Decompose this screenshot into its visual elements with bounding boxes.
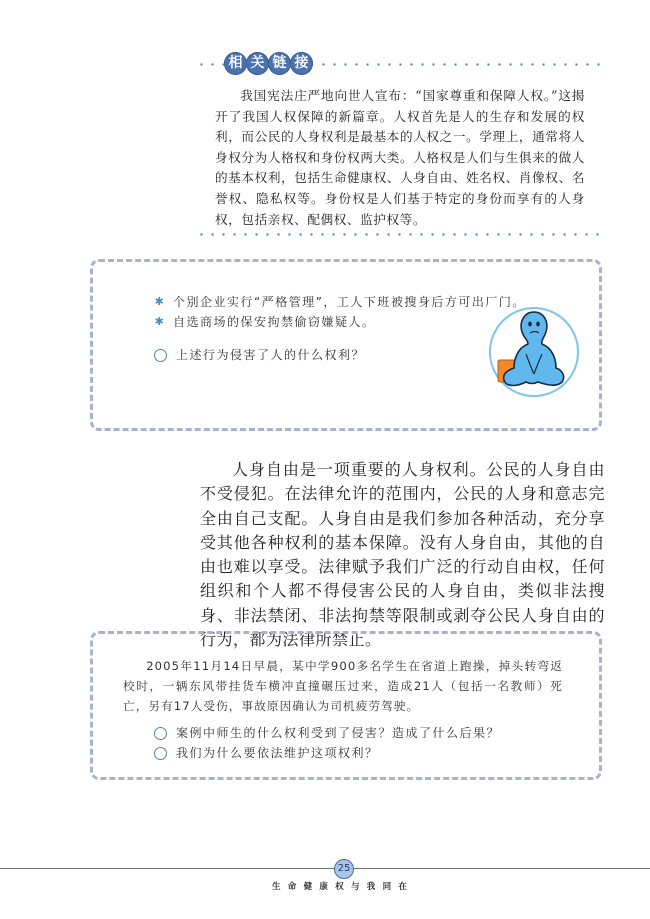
- main-paragraph: 人身自由是一项重要的人身权利。公民的人身自由不受侵犯。在法律允许的范围内，公民的人身和意志完全由自己支配。人身自由是我们参加各种活动，充分享受其他各种权利的基本保障。没有人身自由，其他的自由也难以享受。法律赋予我们广泛的行动自由权，任何组织和个人都不得侵害公民的人身自由，类似非法搜身、非法禁闭、非法拘禁等限制或剥夺公民人身自由的行为，都为法律所禁止。: [200, 460, 605, 650]
- dotted-divider: [196, 233, 606, 236]
- related-links-title: [224, 52, 312, 75]
- dotted-divider: [196, 63, 224, 66]
- title-badge: 相: [224, 52, 247, 75]
- page-number: 25: [334, 859, 354, 879]
- case-questions: [153, 723, 500, 763]
- question-item: [153, 723, 500, 743]
- bullet-item: [153, 312, 526, 332]
- bullet-item: [153, 292, 526, 312]
- title-badge: 链: [268, 52, 291, 75]
- activity-box: [90, 259, 602, 431]
- circle-icon: [154, 349, 167, 362]
- related-links-paragraph: 我国宪法庄严地向世人宣布：“国家尊重和保障人权。”这揭开了我国人权保障的新篇章。人权首先是人的生存和发展的权利，而公民的人身权利是最基本的人权之一。学理上，通常将人身权分为人格权和身份权两大类。人格权是人们与生俱来的做人的基本权利，包括生命健康权、人身自由、姓名权、肖像权、名誉权、隐私权等。身份权是人们基于特定的身份而享有的人身权，包括亲权、配偶权、监护权等。: [215, 88, 585, 227]
- question-item: [153, 743, 500, 763]
- main-text: [200, 458, 605, 652]
- question-text: 上述行为侵害了人的什么权利？: [176, 348, 366, 362]
- activity-bullets: [153, 292, 526, 365]
- title-badge: 关: [246, 52, 269, 75]
- bullet-text: 个别企业实行“严格管理”，工人下班被搜身后方可出厂门。: [173, 295, 526, 309]
- book-title: 生命健康权与我同在: [272, 882, 415, 892]
- circle-icon: [154, 727, 167, 740]
- asterisk-icon: ✱: [154, 295, 166, 308]
- bullet-text: 自选商场的保安拘禁偷窃嫌疑人。: [173, 315, 376, 329]
- dotted-divider: [318, 63, 606, 66]
- case-paragraph: 2005年11月14日早晨，某中学900多名学生在省道上跑操，掉头转弯返校时，一辆东风带挂货车横冲直撞碾压过来，造成21人（包括一名教师）死亡，另有17人受伤，事故原因确认为司机疲劳驾驶。: [123, 659, 563, 713]
- title-badge: 接: [290, 52, 313, 75]
- case-description: [123, 656, 563, 716]
- question-text: 我们为什么要依法维护这项权利？: [176, 746, 379, 760]
- question-item: [153, 345, 526, 365]
- asterisk-icon: ✱: [154, 315, 166, 328]
- blue-figure-illustration: [486, 302, 582, 398]
- circle-icon: [154, 747, 167, 760]
- case-box: [90, 631, 602, 780]
- footer-rule: [0, 868, 650, 869]
- related-links-header: [196, 52, 606, 76]
- question-text: 案例中师生的什么权利受到了侵害？造成了什么后果？: [176, 726, 501, 740]
- related-links-body: [215, 86, 585, 230]
